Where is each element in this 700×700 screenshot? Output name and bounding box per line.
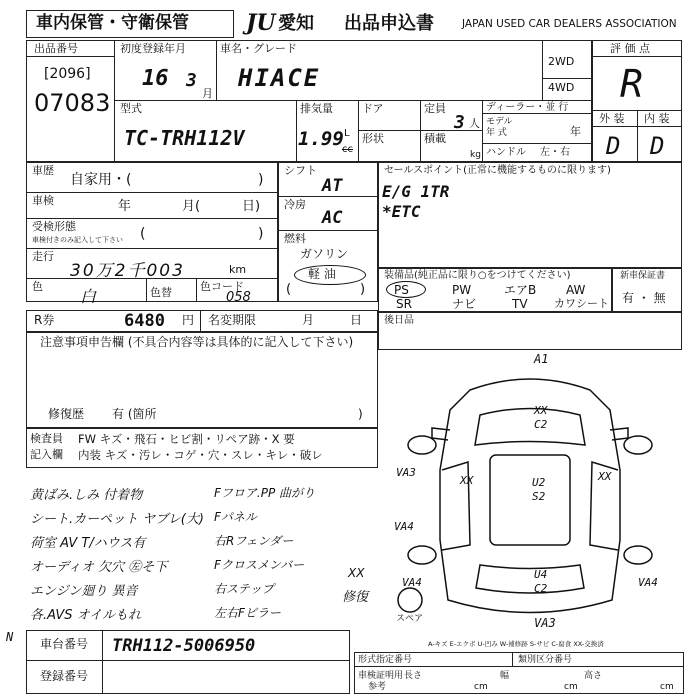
- selling-points-box: [378, 162, 682, 268]
- back-seal-label: 後日品: [384, 315, 414, 326]
- inspection-year: 年: [118, 199, 132, 214]
- inspection-month: 月(: [182, 199, 201, 214]
- drive-2wd: 2WD: [548, 55, 575, 68]
- name-change-month: 月: [302, 313, 315, 327]
- side-note-1: XX: [348, 566, 365, 580]
- equip-pw: PW: [452, 283, 472, 297]
- storage-note: 車内保管・守衛保管: [36, 13, 189, 33]
- diag-va3-left: VA3: [396, 466, 416, 479]
- r-ticket-value: 6480: [124, 311, 165, 331]
- load-unit: kg: [470, 150, 481, 160]
- capacity-value: 3: [454, 112, 465, 133]
- logo-text: JU: [246, 10, 276, 36]
- model-label: 型式: [120, 102, 142, 115]
- r-ticket-label: R券: [34, 313, 55, 327]
- note-line-4: オーディオ 欠穴 ㊧そ下: [30, 560, 168, 575]
- category-label: 類別区分番号: [518, 655, 573, 665]
- lot-number: 07083: [34, 89, 111, 117]
- fuel-close: ): [360, 282, 366, 297]
- reception-open: (: [140, 226, 146, 242]
- drive-4wd: 4WD: [548, 81, 575, 94]
- selling-point-1: E/G 1TR: [382, 182, 450, 201]
- reception-label: 受検形態: [32, 220, 76, 233]
- form-title: 出品申込書: [344, 13, 434, 34]
- repair-label: 修復歴: [48, 407, 85, 421]
- note-right-4: Fクロスメンバー: [214, 558, 305, 572]
- diag-c2-1: C2: [534, 418, 548, 431]
- inspector-label-2: 記入欄: [30, 448, 63, 461]
- load-label: 積載: [424, 132, 446, 145]
- chassis-left-mark: N: [6, 630, 14, 644]
- equip-aw: AW: [566, 283, 586, 297]
- side-note-2: 修復: [342, 590, 369, 605]
- dealer-label: ディーラー・並 行: [486, 102, 569, 113]
- r-ticket-row: [26, 310, 378, 332]
- registration-month: 3: [186, 70, 197, 91]
- registration-label: 初度登録年月: [120, 42, 186, 55]
- lot-label: 出品番号: [34, 42, 78, 55]
- inspector-label-1: 検査員: [30, 432, 63, 445]
- r-ticket-unit: 円: [182, 313, 195, 327]
- diag-u4: U4: [534, 568, 548, 581]
- warranty-options: 有 ・ 無: [622, 291, 666, 305]
- interior-grade: D: [650, 132, 665, 160]
- form-change-label: 形式指定番号: [358, 655, 413, 665]
- region-title: 愛知: [278, 13, 314, 34]
- cooling-label: 冷房: [284, 198, 306, 211]
- note-right-1: Fフロア.PP 曲がり: [214, 486, 316, 500]
- selling-points-label: セールスポイント(正常に機能するものに限ります): [384, 165, 611, 176]
- warranty-label: 新車保証書: [620, 271, 666, 281]
- notice-label: 注意事項申告欄 (不具合内容等は具体的に記入して下さい): [40, 335, 354, 349]
- handle-label: ハンドル: [486, 147, 526, 158]
- shift-value: AT: [322, 176, 343, 196]
- height-label: 高さ: [584, 671, 603, 681]
- equip-ps-circle: [386, 281, 426, 298]
- plate-label: 登録番号: [40, 669, 89, 683]
- diag-s2: S2: [532, 490, 546, 503]
- diag-va4-right: VA4: [638, 576, 658, 589]
- equip-airbag: エアB: [504, 283, 537, 297]
- note-right-5: 右ステップ: [214, 582, 274, 596]
- car-name-label: 車名・グレード: [220, 42, 297, 55]
- diag-legend: A-キズ E-エクボ U-凹み W-補修跡 S-サビ C-腐食 XX-交換済: [428, 640, 604, 648]
- registration-year: 16: [142, 66, 169, 91]
- note-right-2: Fパネル: [214, 510, 257, 524]
- exterior-grade: D: [606, 132, 621, 160]
- note-right-3: 右Rフェンダー: [214, 534, 294, 548]
- fuel-gasoline: ガソリン: [300, 247, 349, 261]
- name-change-day: 日: [350, 313, 363, 327]
- shape-label: 形状: [362, 132, 384, 145]
- history-value: 自家用・(: [70, 172, 132, 188]
- lot-bracket-number: [2096]: [44, 66, 91, 82]
- back-seal-box: [378, 312, 682, 350]
- fuel-label: 燃料: [284, 232, 306, 245]
- model-value: TC-TRH112V: [124, 126, 245, 150]
- length-label: 長さ: [404, 671, 423, 681]
- displacement-unit-cc: cc: [342, 144, 353, 155]
- height-unit: cm: [660, 682, 674, 692]
- selling-point-2: *ETC: [382, 202, 421, 221]
- mileage-unit: km: [229, 263, 247, 276]
- equipment-label: 装備品(純正品に限り○をつけてください): [384, 270, 571, 281]
- diag-xx-1: XX: [534, 404, 548, 417]
- equip-navi: ナビ: [452, 297, 477, 311]
- inspection-label: 車検: [32, 194, 54, 207]
- note-line-1: 黄ばみ.しみ 付着物: [30, 488, 143, 503]
- capacity-unit: 人: [469, 117, 480, 130]
- cert-label: 車検証明用: [358, 671, 404, 681]
- diag-spare-label: スペア: [396, 614, 424, 624]
- reception-note: 車検付きのみ記入して下さい: [32, 236, 123, 244]
- diag-xx-left: XX: [460, 474, 474, 487]
- interior-label: 内 装: [644, 112, 670, 125]
- diag-c2-2: C2: [534, 582, 548, 595]
- displacement-label: 排気量: [300, 102, 333, 115]
- grade-value: R: [620, 62, 643, 106]
- repair-value: 有 (箇所: [112, 407, 157, 421]
- width-label: 幅: [500, 671, 510, 681]
- color-code-value: 058: [226, 290, 251, 305]
- inspector-row-2: 内装 キズ・汚レ・コゲ・穴・スレ・キレ・破レ: [78, 448, 323, 462]
- name-change-label: 名変期限: [208, 313, 257, 327]
- cooling-value: AC: [322, 208, 343, 228]
- color-code-label: 色コード: [200, 280, 244, 293]
- width-unit: cm: [564, 682, 578, 692]
- repair-close: ): [358, 407, 363, 421]
- diag-va4-left: VA4: [394, 520, 414, 533]
- note-line-2: シート.カーペット ヤブレ(大): [30, 512, 204, 527]
- grade-label: 評 価 点: [610, 42, 650, 55]
- ju-logo: [246, 10, 276, 36]
- mileage-label: 走行: [32, 250, 54, 263]
- equip-tv: TV: [512, 297, 528, 311]
- history-close: ): [258, 172, 264, 188]
- diag-xx-right: XX: [598, 470, 612, 483]
- diag-va4-bottom: VA4: [402, 576, 422, 589]
- equip-ps: PS: [394, 283, 409, 297]
- color-label: 色: [32, 280, 43, 293]
- shift-label: シフト: [284, 164, 317, 177]
- car-diagram: [380, 350, 680, 650]
- equip-seat: カワシート: [554, 297, 609, 310]
- exterior-label: 外 装: [599, 112, 625, 125]
- handle-options: 左・右: [540, 147, 570, 158]
- model-year-unit: 年: [570, 125, 581, 138]
- inspector-row-1: FW キズ・飛石・ヒビ割・リペア跡・X 要: [78, 432, 295, 446]
- note-line-5: エンジン廻り 異音: [30, 584, 138, 599]
- model-year-label: 年 式: [486, 128, 507, 138]
- door-label: ドア: [362, 102, 384, 115]
- inspection-day: 日): [242, 199, 261, 214]
- diag-a1: A1: [534, 352, 549, 366]
- color-trade-label: 色替: [150, 286, 172, 299]
- mileage-value: 30万2千003: [70, 261, 185, 281]
- equip-sr: SR: [396, 297, 412, 311]
- association-name: JAPAN USED CAR DEALERS ASSOCIATION: [462, 18, 677, 30]
- chassis-label: 車台番号: [40, 637, 89, 651]
- car-name-value: HIACE: [238, 64, 321, 92]
- diag-u2: U2: [532, 476, 546, 489]
- fuel-open: (: [286, 282, 292, 297]
- diag-va3-bottom: VA3: [534, 616, 556, 630]
- model-year-model: モデル: [486, 117, 513, 127]
- fuel-diesel: 軽 油: [308, 267, 336, 281]
- note-right-6: 左右Fピラー: [214, 606, 281, 620]
- capacity-label: 定員: [424, 102, 446, 115]
- history-label: 車歴: [32, 164, 54, 177]
- length-unit: cm: [474, 682, 488, 692]
- reception-close: ): [258, 226, 264, 242]
- displacement-value: 1.99: [298, 128, 344, 150]
- ref-label: 参考: [368, 682, 387, 692]
- note-line-6: 各.AVS オイルもれ: [30, 608, 142, 623]
- note-line-3: 荷室 AV T/ハウス有: [30, 536, 146, 551]
- displacement-unit-l: L: [344, 128, 350, 139]
- registration-month-unit: 月: [202, 87, 213, 100]
- chassis-value: TRH112-5006950: [112, 636, 256, 656]
- color-value: 白: [80, 287, 97, 306]
